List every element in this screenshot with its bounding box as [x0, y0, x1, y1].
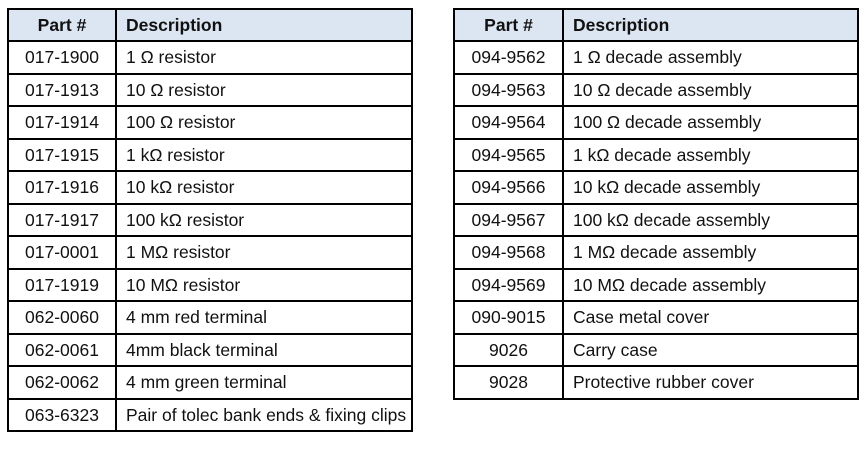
table-row — [8, 106, 412, 139]
table-row — [454, 334, 858, 367]
table-row — [8, 41, 412, 74]
table-row — [8, 74, 412, 107]
part-number-cell: 062-0062 — [8, 366, 116, 399]
description-cell: 1 kΩ decade assembly — [563, 139, 858, 172]
part-number-cell: 094-9564 — [454, 106, 563, 139]
description-cell: 100 Ω decade assembly — [563, 106, 858, 139]
column-header-description: Description — [116, 9, 412, 41]
parts-table-right — [453, 8, 859, 400]
part-number-cell: 062-0060 — [8, 301, 116, 334]
part-number-cell: 094-9568 — [454, 236, 563, 269]
description-cell: 10 MΩ decade assembly — [563, 269, 858, 302]
table-row — [454, 41, 858, 74]
part-number-cell: 094-9569 — [454, 269, 563, 302]
table-body — [8, 41, 412, 431]
table-row — [454, 366, 858, 399]
column-header-part-number: Part # — [454, 9, 563, 41]
description-cell: 10 Ω resistor — [116, 74, 412, 107]
description-cell: 10 kΩ decade assembly — [563, 171, 858, 204]
description-cell: 100 kΩ resistor — [116, 204, 412, 237]
part-number-cell: 017-1915 — [8, 139, 116, 172]
part-number-cell: 017-0001 — [8, 236, 116, 269]
part-number-cell: 094-9565 — [454, 139, 563, 172]
description-cell: 10 kΩ resistor — [116, 171, 412, 204]
header-row — [8, 9, 412, 41]
description-cell: 1 MΩ decade assembly — [563, 236, 858, 269]
parts-table-left — [7, 8, 413, 432]
table-row — [454, 171, 858, 204]
description-cell: 4mm black terminal — [116, 334, 412, 367]
table-row — [454, 139, 858, 172]
description-cell: 1 Ω resistor — [116, 41, 412, 74]
column-header-part-number: Part # — [8, 9, 116, 41]
description-cell: 4 mm green terminal — [116, 366, 412, 399]
part-number-cell: 094-9562 — [454, 41, 563, 74]
part-number-cell: 062-0061 — [8, 334, 116, 367]
part-number-cell: 017-1900 — [8, 41, 116, 74]
table-row — [454, 106, 858, 139]
description-cell: 1 kΩ resistor — [116, 139, 412, 172]
part-number-cell: 017-1916 — [8, 171, 116, 204]
part-number-cell: 9028 — [454, 366, 563, 399]
part-number-cell: 017-1919 — [8, 269, 116, 302]
part-number-cell: 090-9015 — [454, 301, 563, 334]
table-row — [8, 366, 412, 399]
table-row — [454, 269, 858, 302]
description-cell: Protective rubber cover — [563, 366, 858, 399]
description-cell: 1 MΩ resistor — [116, 236, 412, 269]
table-row — [8, 204, 412, 237]
table-row — [454, 301, 858, 334]
description-cell: Pair of tolec bank ends & fixing clips — [116, 399, 412, 432]
table-row — [454, 204, 858, 237]
description-cell: 10 Ω decade assembly — [563, 74, 858, 107]
table-row — [8, 171, 412, 204]
table-body — [454, 41, 858, 399]
column-header-description: Description — [563, 9, 858, 41]
table-row — [454, 74, 858, 107]
part-number-cell: 094-9566 — [454, 171, 563, 204]
header-row — [454, 9, 858, 41]
description-cell: 10 MΩ resistor — [116, 269, 412, 302]
part-number-cell: 017-1917 — [8, 204, 116, 237]
part-number-cell: 063-6323 — [8, 399, 116, 432]
table-row — [8, 236, 412, 269]
part-number-cell: 9026 — [454, 334, 563, 367]
table-row — [454, 236, 858, 269]
description-cell: Carry case — [563, 334, 858, 367]
table-row — [8, 139, 412, 172]
description-cell: 100 kΩ decade assembly — [563, 204, 858, 237]
description-cell: 1 Ω decade assembly — [563, 41, 858, 74]
table-row — [8, 301, 412, 334]
description-cell: Case metal cover — [563, 301, 858, 334]
part-number-cell: 094-9563 — [454, 74, 563, 107]
table-row — [8, 399, 412, 432]
part-number-cell: 017-1914 — [8, 106, 116, 139]
description-cell: 100 Ω resistor — [116, 106, 412, 139]
table-row — [8, 334, 412, 367]
part-number-cell: 094-9567 — [454, 204, 563, 237]
part-number-cell: 017-1913 — [8, 74, 116, 107]
table-row — [8, 269, 412, 302]
description-cell: 4 mm red terminal — [116, 301, 412, 334]
